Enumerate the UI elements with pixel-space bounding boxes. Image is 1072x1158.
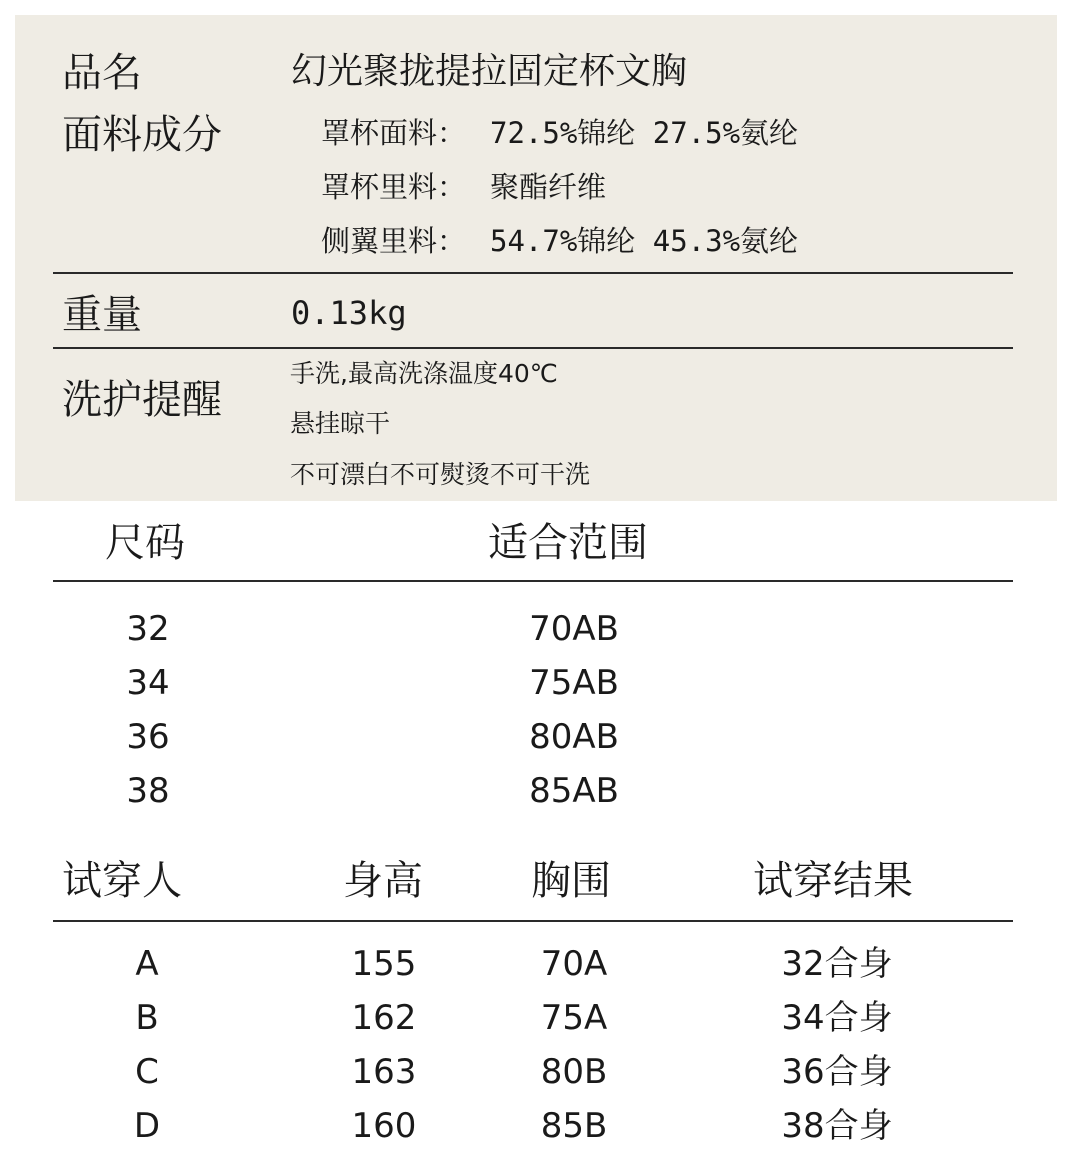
height-cell: 160 — [351, 1106, 417, 1146]
fit-range-cell: 75AB — [529, 663, 619, 703]
fit-range-cell: 85AB — [529, 771, 619, 811]
result-cell: 36合身 — [781, 1052, 893, 1092]
bust-cell: 80B — [540, 1052, 608, 1092]
tester-header: 试穿人 — [62, 858, 182, 904]
size-cell: 32 — [126, 609, 170, 649]
fabric-row-label: 罩杯面料： — [321, 116, 467, 150]
fabric-row-value: 72.5%锦纶 27.5%氨纶 — [490, 116, 799, 150]
tester-cell: A — [135, 944, 159, 984]
fabric-row-value: 54.7%锦纶 45.3%氨纶 — [490, 224, 799, 258]
fabric-row-label: 罩杯里料： — [321, 170, 467, 204]
tester-cell: D — [133, 1106, 161, 1146]
result-cell: 34合身 — [781, 998, 893, 1038]
bust-header: 胸围 — [531, 858, 611, 904]
result-cell: 38合身 — [781, 1106, 893, 1146]
size-cell: 36 — [126, 717, 170, 757]
care-line: 手洗,最高洗涤温度40℃ — [290, 359, 558, 388]
fabric-row-label: 侧翼里料： — [321, 224, 467, 258]
height-cell: 162 — [351, 998, 417, 1038]
bust-cell: 70A — [540, 944, 608, 984]
fabric-row-value: 聚酯纤维 — [490, 170, 607, 204]
size-cell: 38 — [126, 771, 170, 811]
care-line: 悬挂晾干 — [290, 409, 391, 438]
fit-range-cell: 80AB — [529, 717, 619, 757]
care-line: 不可漂白不可熨烫不可干洗 — [290, 460, 591, 489]
result-cell: 32合身 — [781, 944, 893, 984]
bust-cell: 85B — [540, 1106, 608, 1146]
height-cell: 155 — [351, 944, 417, 984]
size-header: 尺码 — [105, 520, 185, 566]
result-header: 试穿结果 — [753, 858, 913, 904]
fabric-label: 面料成分 — [62, 112, 222, 158]
divider — [53, 920, 1013, 922]
care-label: 洗护提醒 — [62, 377, 222, 423]
divider — [53, 580, 1013, 582]
tester-cell: C — [135, 1052, 159, 1092]
divider — [53, 347, 1013, 349]
height-cell: 163 — [351, 1052, 417, 1092]
weight-value: 0.13kg — [291, 294, 407, 332]
fit-range-header: 适合范围 — [488, 520, 648, 566]
weight-label: 重量 — [62, 292, 142, 338]
product-name-value: 幻光聚拢提拉固定杯文胸 — [291, 51, 688, 92]
tester-cell: B — [135, 998, 159, 1038]
fit-range-cell: 70AB — [529, 609, 619, 649]
product-name-label: 品名 — [62, 50, 142, 96]
divider — [53, 272, 1013, 274]
size-cell: 34 — [126, 663, 170, 703]
height-header: 身高 — [343, 858, 423, 904]
bust-cell: 75A — [540, 998, 608, 1038]
